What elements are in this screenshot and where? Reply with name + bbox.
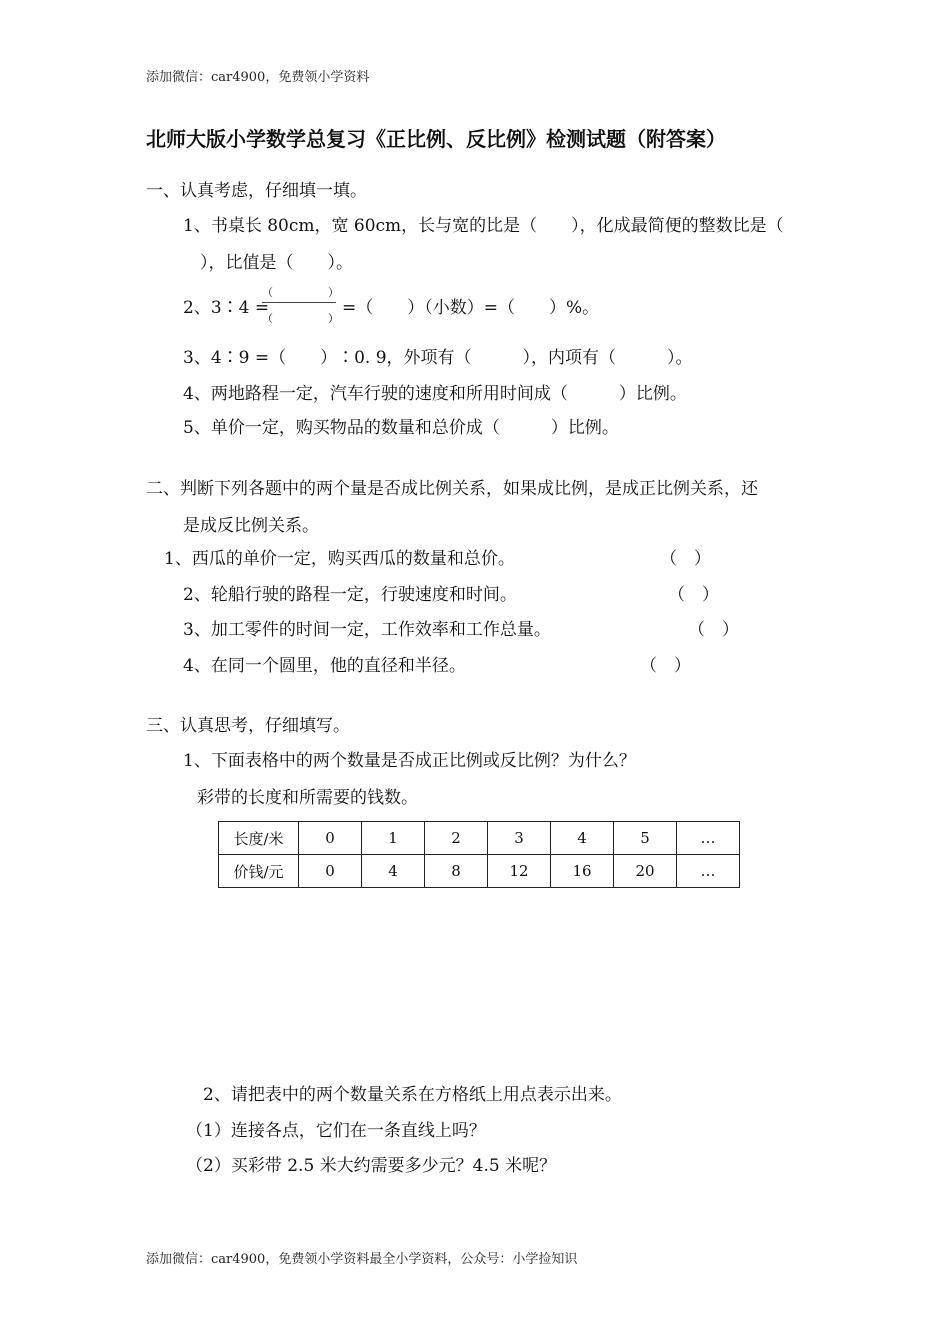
ribbon-price-table (218, 821, 740, 888)
table-cell: 20 (614, 855, 677, 888)
table-cell: 4 (551, 822, 614, 855)
table-cell: 4 (362, 855, 425, 888)
fraction-bar (262, 302, 336, 303)
table-row (219, 822, 740, 855)
table-cell: 12 (488, 855, 551, 888)
question-3-2-part1: （1）连接各点，它们在一条直线上吗？ (186, 1121, 486, 1141)
question-1-2-prefix: 2、3∶4 = (183, 298, 270, 318)
judge-item-1-paren: （ ） (660, 549, 711, 569)
section-2-heading-line1: 二、判断下列各题中的两个量是否成比例关系，如果成比例，是成正比例关系，还 (146, 479, 758, 499)
table-cell: 2 (425, 822, 488, 855)
header-note: 添加微信：car4900，免费领小学资料 (146, 70, 370, 85)
table-cell: 3 (488, 822, 551, 855)
table-cell: 0 (299, 822, 362, 855)
table-row (219, 855, 740, 888)
table-cell: 16 (551, 855, 614, 888)
question-1-4: 4、两地路程一定，汽车行驶的速度和所用时间成（ ）比例。 (183, 384, 687, 404)
section-1-heading: 一、认真考虑，仔细填一填。 (146, 181, 367, 201)
judge-item-4-paren: （ ） (640, 656, 691, 676)
fraction-numerator: （ ） (262, 286, 339, 299)
question-1-3: 3、4∶9 =（ ）∶0. 9，外项有（ ），内项有（ ）。 (183, 348, 693, 368)
judge-item-1: 1、西瓜的单价一定，购买西瓜的数量和总价。 (164, 549, 515, 569)
table-cell: 5 (614, 822, 677, 855)
judge-item-3: 3、加工零件的时间一定，工作效率和工作总量。 (183, 620, 551, 640)
row-label-length: 长度/米 (219, 822, 299, 855)
question-1-2-suffix: =（ ）（小数）=（ ）%。 (342, 298, 600, 318)
question-3-2: 2、请把表中的两个数量关系在方格纸上用点表示出来。 (203, 1085, 622, 1105)
footer-note: 添加微信：car4900，免费领小学资料最全小学资料，公众号：小学捡知识 (146, 1252, 578, 1267)
question-3-2-part2: （2）买彩带 2.5 米大约需要多少元？4.5 米呢？ (186, 1156, 557, 1176)
judge-item-2: 2、轮船行驶的路程一定，行驶速度和时间。 (183, 585, 517, 605)
row-label-price: 价钱/元 (219, 855, 299, 888)
fraction-denominator: （ ） (262, 312, 339, 325)
page-title: 北师大版小学数学总复习《正比例、反比例》检测试题（附答案） (146, 127, 726, 151)
table-cell: 0 (299, 855, 362, 888)
table-cell: … (677, 822, 740, 855)
section-2-heading-line2: 是成反比例关系。 (183, 516, 319, 536)
judge-item-2-paren: （ ） (668, 585, 719, 605)
table-cell: 8 (425, 855, 488, 888)
judge-item-3-paren: （ ） (688, 620, 739, 640)
section-3-heading: 三、认真思考，仔细填写。 (146, 716, 350, 736)
question-1-1-line2: ），比值是（ ）。 (200, 253, 353, 273)
judge-item-4: 4、在同一个圆里，他的直径和半径。 (183, 656, 466, 676)
question-3-1-subtitle: 彩带的长度和所需要的钱数。 (197, 788, 418, 808)
question-1-5: 5、单价一定，购买物品的数量和总价成（ ）比例。 (183, 418, 619, 438)
question-1-1-line1: 1、书桌长 80cm，宽 60cm，长与宽的比是（ ），化成最简便的整数比是（ (183, 216, 784, 236)
table-cell: 1 (362, 822, 425, 855)
table-cell: … (677, 855, 740, 888)
question-3-1: 1、下面表格中的两个数量是否成正比例或反比例？为什么？ (183, 751, 636, 771)
